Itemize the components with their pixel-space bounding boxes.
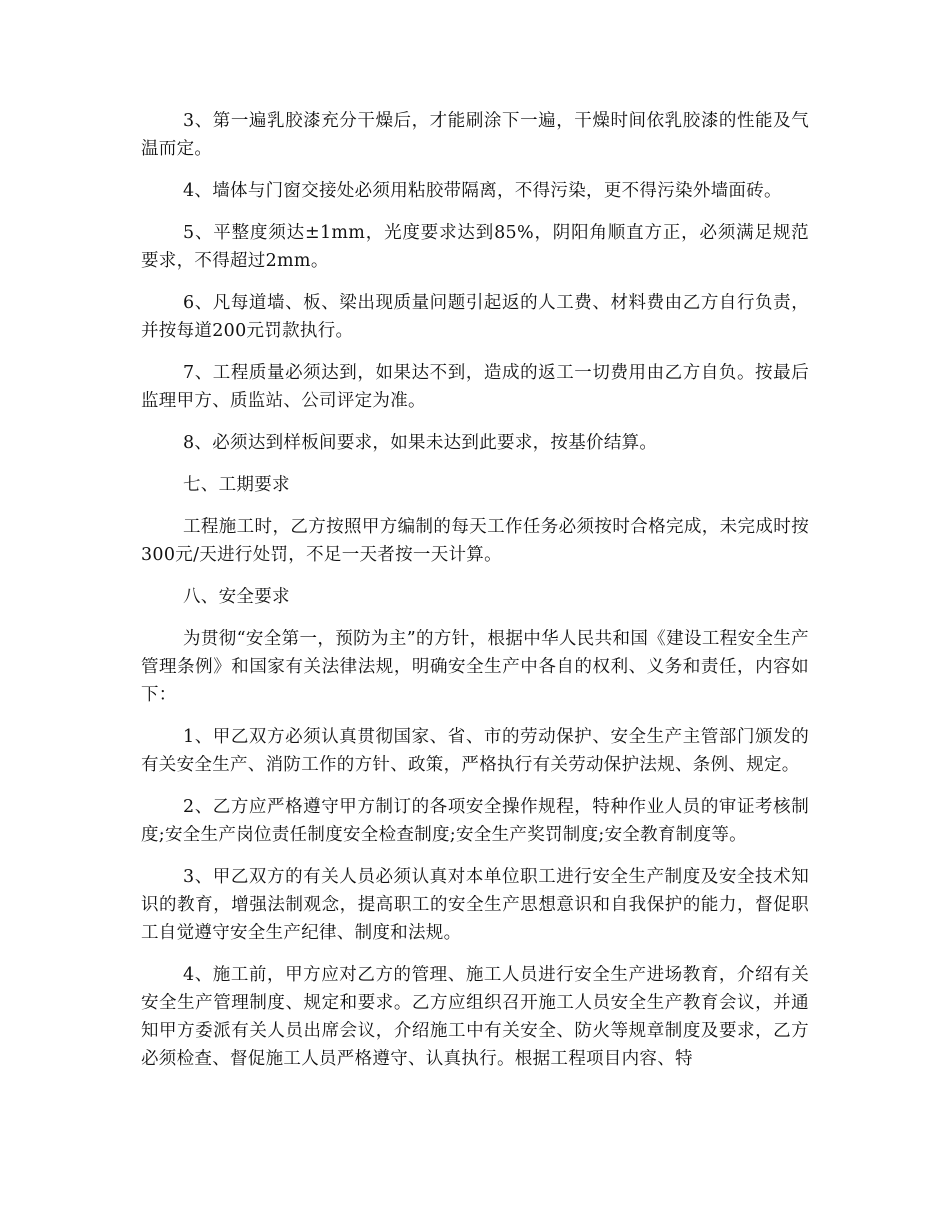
paragraph-quality-8: 8、必须达到样板间要求，如果未达到此要求，按基价结算。 (183, 433, 658, 453)
section-heading-safety: 八、安全要求 (183, 587, 290, 607)
paragraph-quality-4: 4、墙体与门窗交接处必须用粘胶带隔离，不得污染，更不得污染外墙面砖。 (183, 181, 782, 201)
paragraph-quality-3: 3、第一遍乳胶漆充分干燥后，才能刷涂下一遍，干燥时间依乳胶漆的性能及气温而定。 (141, 111, 809, 159)
document-body (141, 107, 809, 1087)
paragraph-quality-6: 6、凡每道墙、板、梁出现质量问题引起返的人工费、材料费由乙方自行负责，并按每道200元罚款执行。 (141, 293, 809, 341)
section-heading-schedule: 七、工期要求 (183, 475, 290, 495)
paragraph-quality-7: 7、工程质量必须达到，如果达不到，造成的返工一切费用由乙方自负。按最后监理甲方、质监站、公司评定为准。 (141, 363, 809, 411)
paragraph-schedule: 工程施工时，乙方按照甲方编制的每天工作任务必须按时合格完成，未完成时按300元/天进行处罚，不足一天者按一天计算。 (141, 517, 809, 565)
paragraph-safety-1: 1、甲乙双方必须认真贯彻国家、省、市的劳动保护、安全生产主管部门颁发的有关安全生产、消防工作的方针、政策，严格执行有关劳动保护法规、条例、规定。 (141, 727, 809, 775)
paragraph-safety-4: 4、施工前，甲方应对乙方的管理、施工人员进行安全生产进场教育，介绍有关安全生产管理制度、规定和要求。乙方应组织召开施工人员安全生产教育会议，并通知甲方委派有关人员出席会议，介绍施工中有关安全、防火等规章制度及要求，乙方必须检查、督促施工人员严格遵守、认真执行。根据工程项目内容、特 (141, 965, 809, 1069)
paragraph-safety-3: 3、甲乙双方的有关人员必须认真对本单位职工进行安全生产制度及安全技术知识的教育，增强法制观念，提高职工的安全生产思想意识和自我保护的能力，督促职工自觉遵守安全生产纪律、制度和法规。 (141, 867, 809, 943)
paragraph-quality-5: 5、平整度须达±1mm，光度要求达到85%，阴阳角顺直方正，必须满足规范要求，不得超过2mm。 (141, 223, 809, 271)
paragraph-safety-intro: 为贯彻“安全第一，预防为主”的方针，根据中华人民共和国《建设工程安全生产管理条例》和国家有关法律法规，明确安全生产中各自的权利、义务和责任，内容如下： (141, 629, 809, 705)
paragraph-safety-2: 2、乙方应严格遵守甲方制订的各项安全操作规程，特种作业人员的审证考核制度;安全生产岗位责任制度安全检查制度;安全生产奖罚制度;安全教育制度等。 (141, 797, 809, 845)
